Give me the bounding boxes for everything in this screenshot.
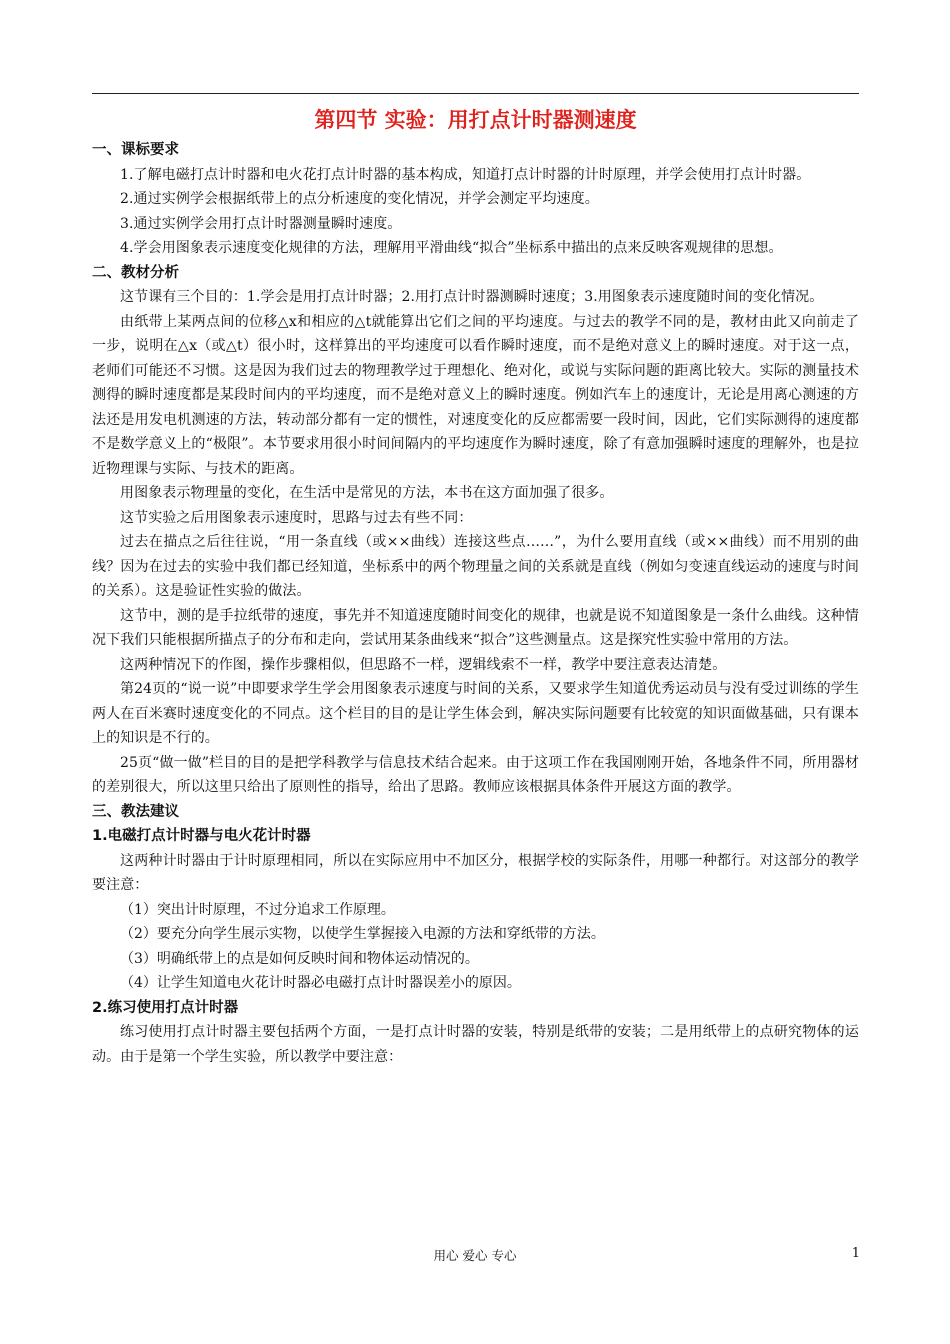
paragraph: 练习使用打点计时器主要包括两个方面，一是打点计时器的安装，特别是纸带的安装；二是用纸带上的点研究物体的运动。由于是第一个学生实验，所以教学中要注意： — [92, 1024, 859, 1065]
paragraph: 2.通过实例学会根据纸带上的点分析速度的变化情况，并学会测定平均速度。 — [120, 191, 599, 207]
paragraph: 3.通过实例学会用打点计时器测量瞬时速度。 — [120, 215, 402, 232]
subsection-heading-practice: 2.练习使用打点计时器 — [92, 999, 239, 1016]
list-item: （2）要充分向学生展示实物，以使学生掌握接入电源的方法和穿纸带的方法。 — [120, 926, 605, 942]
paragraph: 由纸带上某两点间的位移△x和相应的△t就能算出它们之间的平均速度。与过去的教学不同的是，教材由此又向前走了一步，说明在△x（或△t）很小时，这样算出的平均速度可以看作瞬时速度，而不是绝对意义上的瞬时速度。对于这一点，老师们可能还不习惯。这是因为我们过去的物理教学过于理想化、绝对化，或说与实际问题的距离比较大。实际的测量技术测得的瞬时速度都是某段时间内的平均速度，而不是绝对意义上的瞬时速度。例如汽车上的速度计，无论是用离心测速的方法还是用发电机测速的方法，转动部分都有一定的惯性，对速度变化的反应都需要一段时间，因此，它们实际测得的速度都不是数学意义上的“极限”。本节要求用很小时间间隔内的平均速度作为瞬时速度，除了有意加强瞬时速度的理解外，也是拉近物理课与实际、与技术的距离。 — [92, 313, 859, 477]
paragraph: 25页“做一做”栏目的目的是把学科教学与信息技术结合起来。由于这项工作在我国刚刚开始，各地条件不同，所用器材的差别很大，所以这里只给出了原则性的指导，给出了思路。教师应该根据具体条件开展这方面的教学。 — [92, 754, 859, 795]
paragraph: 用图象表示物理量的变化，在生活中是常见的方法，本书在这方面加强了很多。 — [120, 485, 614, 501]
page-number: 1 — [851, 1246, 860, 1261]
paragraph: 1.了解电磁打点计时器和电火花打点计时器的基本构成，知道打点计时器的计时原理，并学会使用打点计时器。 — [120, 166, 811, 183]
document-page — [92, 104, 859, 1069]
header-rule — [92, 93, 859, 94]
section-heading-analysis: 二、教材分析 — [92, 264, 179, 281]
paragraph: 4.学会用图象表示速度变化规律的方法，理解用平滑曲线“拟合”坐标系中描出的点来反映客观规律的思想。 — [120, 240, 783, 256]
paragraph: 过去在描点之后往往说，“用一条直线（或××曲线）连接这些点……”，为什么要用直线（或××曲线）而不用别的曲线？因为在过去的实验中我们都已经知道，坐标系中的两个物理量之间的关系就是直线（例如匀变速直线运动的速度与时间的关系）。这是验证性实验的做法。 — [92, 534, 859, 599]
subsection-heading-timers: 1.电磁打点计时器与电火花计时器 — [92, 828, 311, 844]
page-footer: 用心 爱心 专心 — [433, 1248, 517, 1263]
list-item: （3）明确纸带上的点是如何反映时间和物体运动情况的。 — [120, 950, 479, 967]
section-heading-standards: 一、课标要求 — [92, 142, 179, 158]
paragraph: 这两种情况下的作图，操作步骤相似，但思路不一样，逻辑线索不一样，教学中要注意表达清楚。 — [120, 656, 727, 673]
list-item: （4）让学生知道电火花计时器必电磁打点计时器误差小的原因。 — [120, 975, 521, 991]
paragraph: 这节课有三个目的：1.学会是用打点计时器；2.用打点计时器测瞬时速度；3.用图象表示速度随时间的变化情况。 — [120, 289, 824, 305]
list-item: （1）突出计时原理，不过分追求工作原理。 — [120, 901, 395, 918]
paragraph: 这节中，测的是手拉纸带的速度，事先并不知道速度随时间变化的规律，也就是说不知道图象是一条什么曲线。这种情况下我们只能根据所描点子的分布和走向，尝试用某条曲线来“拟合”这些测量点。这是探究性实验中常用的方法。 — [92, 607, 859, 648]
paragraph: 第24页的“说一说”中即要求学生学会用图象表示速度与时间的关系，又要求学生知道优秀运动员与没有受过训练的学生两人在百米赛时速度变化的不同点。这个栏目的目的是让学生体会到，解决实际问题要有比较宽的知识面做基础，只有课本上的知识是不行的。 — [92, 681, 859, 746]
document-title: 第四节 实验：用打点计时器测速度 — [314, 108, 637, 132]
section-heading-teaching: 三、教法建议 — [92, 803, 179, 820]
paragraph: 这两种计时器由于计时原理相同，所以在实际应用中不加区分，根据学校的实际条件，用哪一种都行。对这部分的教学要注意： — [92, 852, 859, 893]
paragraph: 这节实验之后用图象表示速度时，思路与过去有些不同： — [120, 509, 473, 526]
